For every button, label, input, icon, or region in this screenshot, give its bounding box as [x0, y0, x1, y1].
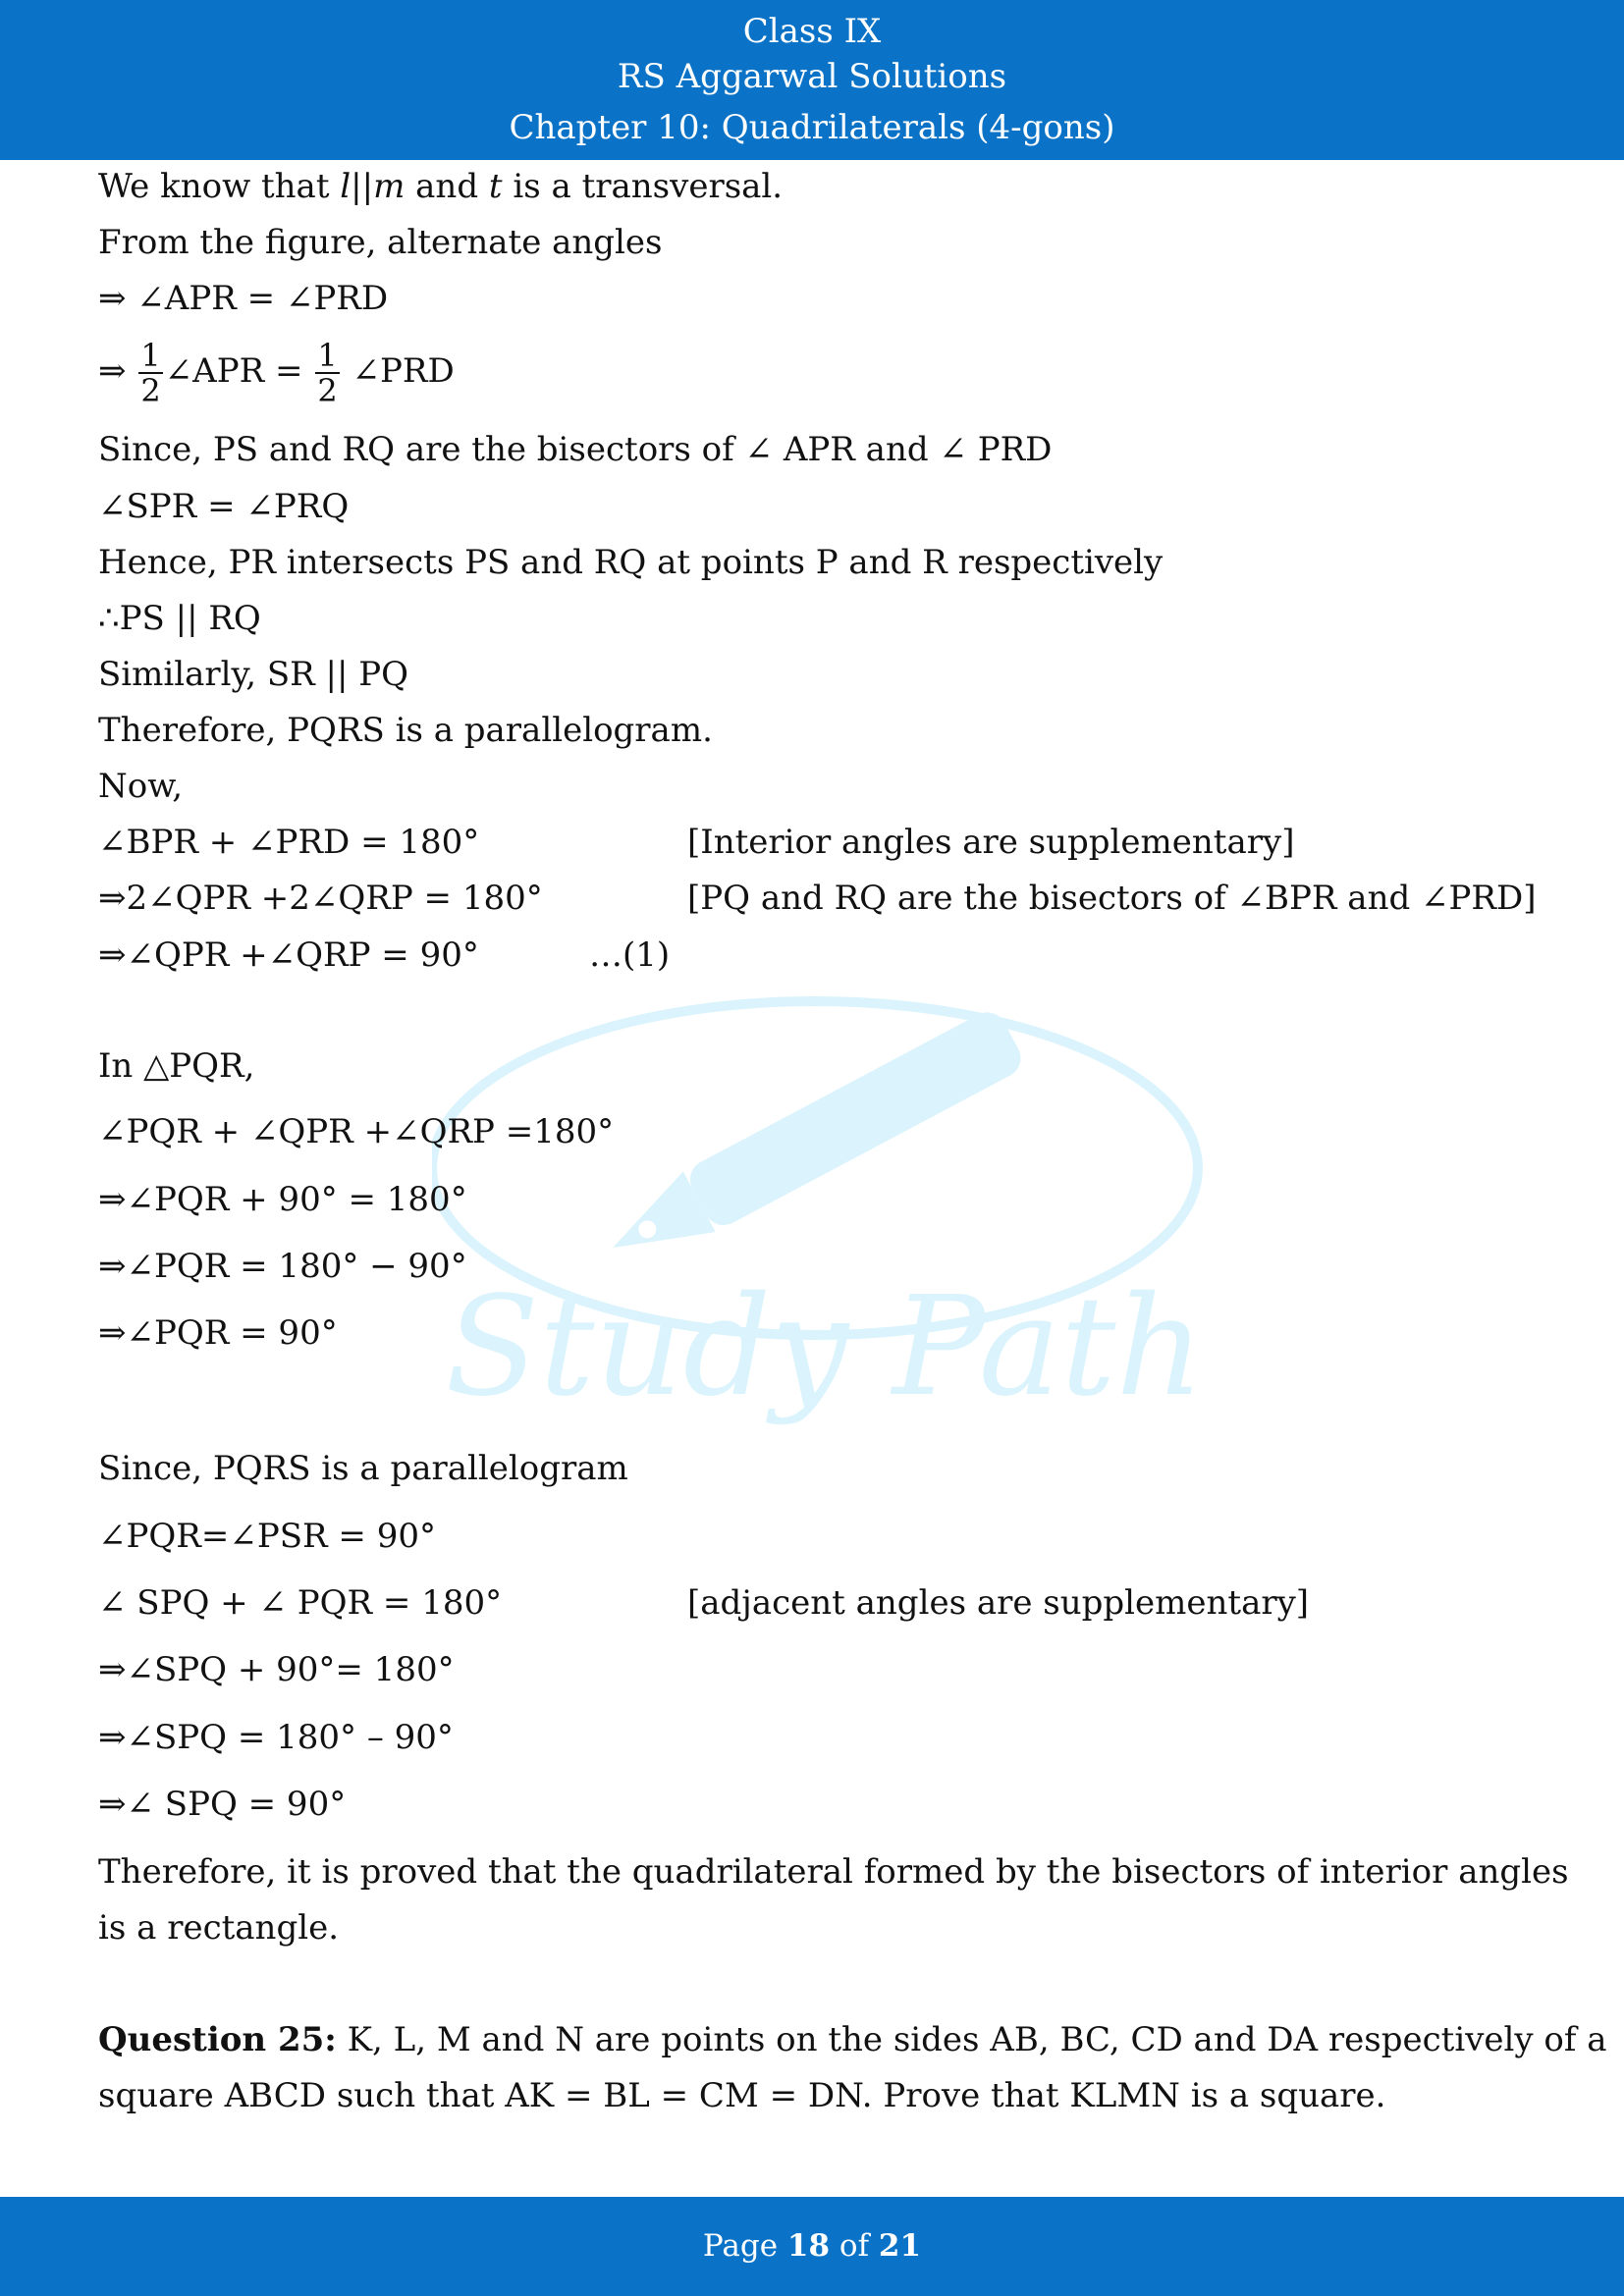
text-line: Similarly, SR || PQ	[98, 655, 409, 694]
watermark-text: Study Path	[445, 1267, 1205, 1427]
equation-line: ⇒∠PQR = 180° − 90°	[98, 1247, 467, 1286]
text-line: Therefore, it is proved that the quadrilateral formed by the bisectors of interior angles	[98, 1852, 1569, 1892]
fraction-equation: ⇒ $\frac{1}{2}$ ∠APR = $\frac{1}{2}$ ∠PRD	[98, 337, 455, 409]
question-25: Question 25: K, L, M and N are points on the sides AB, BC, CD and DA respectively of a	[98, 2020, 1607, 2059]
equation-line: ∠PQR=∠PSR = 90°	[98, 1517, 436, 1556]
reason-text: [Interior angles are supplementary]	[687, 823, 1295, 862]
equation-line: ∴PS || RQ	[98, 599, 261, 638]
question-label: Question 25:	[98, 2020, 337, 2059]
text-line: Hence, PR intersects PS and RQ at points P and R respectively	[98, 543, 1164, 582]
equation-line: ⇒∠SPQ = 180° – 90°	[98, 1718, 454, 1757]
equation-line: ∠BPR + ∠PRD = 180°	[98, 823, 480, 862]
page-footer: Page 18 of 21	[0, 2197, 1624, 2296]
statement-parallel-lines: We know that l||m and t is a transversal.	[98, 167, 784, 206]
reason-text: [adjacent angles are supplementary]	[687, 1583, 1310, 1623]
equation-line: ⇒∠ SPQ = 90°	[98, 1785, 347, 1824]
text-line: Now,	[98, 767, 184, 806]
equation-line: ⇒2∠QPR +2∠QRP = 180°	[98, 879, 543, 918]
question-25-continued: square ABCD such that AK = BL = CM = DN. Prove that KLMN is a square.	[98, 2076, 1386, 2115]
total-pages: 21	[878, 2228, 922, 2264]
fraction-half: $\frac{1}{2}$	[140, 337, 161, 409]
equation-line: ⇒∠PQR + 90° = 180°	[98, 1180, 467, 1219]
reason-text: [PQ and RQ are the bisectors of ∠BPR and ∠PRD]	[687, 879, 1537, 918]
text-line: In △PQR,	[98, 1046, 255, 1086]
equation-line: ⇒ ∠APR = ∠PRD	[98, 279, 389, 318]
header-book: RS Aggarwal Solutions	[617, 57, 1007, 96]
text-line: is a rectangle.	[98, 1908, 340, 1948]
equation-line: ∠PQR + ∠QPR +∠QRP =180°	[98, 1112, 615, 1151]
equation-line: ⇒∠SPQ + 90°= 180°	[98, 1650, 455, 1689]
text-line: Since, PQRS is a parallelogram	[98, 1449, 628, 1488]
equation-tag: …(1)	[589, 935, 671, 975]
header-chapter: Chapter 10: Quadrilaterals (4-gons)	[509, 108, 1115, 147]
current-page-number: 18	[786, 2228, 831, 2264]
equation-line: ⇒∠QPR +∠QRP = 90°	[98, 935, 479, 975]
text-line: Therefore, PQRS is a parallelogram.	[98, 711, 713, 750]
equation-line: ∠ SPQ + ∠ PQR = 180°	[98, 1583, 503, 1623]
equation-line: ⇒∠PQR = 90°	[98, 1313, 338, 1353]
header-class: Class IX	[742, 12, 882, 51]
equation-line: ∠SPR = ∠PRQ	[98, 487, 350, 526]
fraction-half: $\frac{1}{2}$	[317, 337, 338, 409]
text-line: Since, PS and RQ are the bisectors of ∠ APR and ∠ PRD	[98, 430, 1053, 469]
text-line: From the figure, alternate angles	[98, 223, 663, 262]
